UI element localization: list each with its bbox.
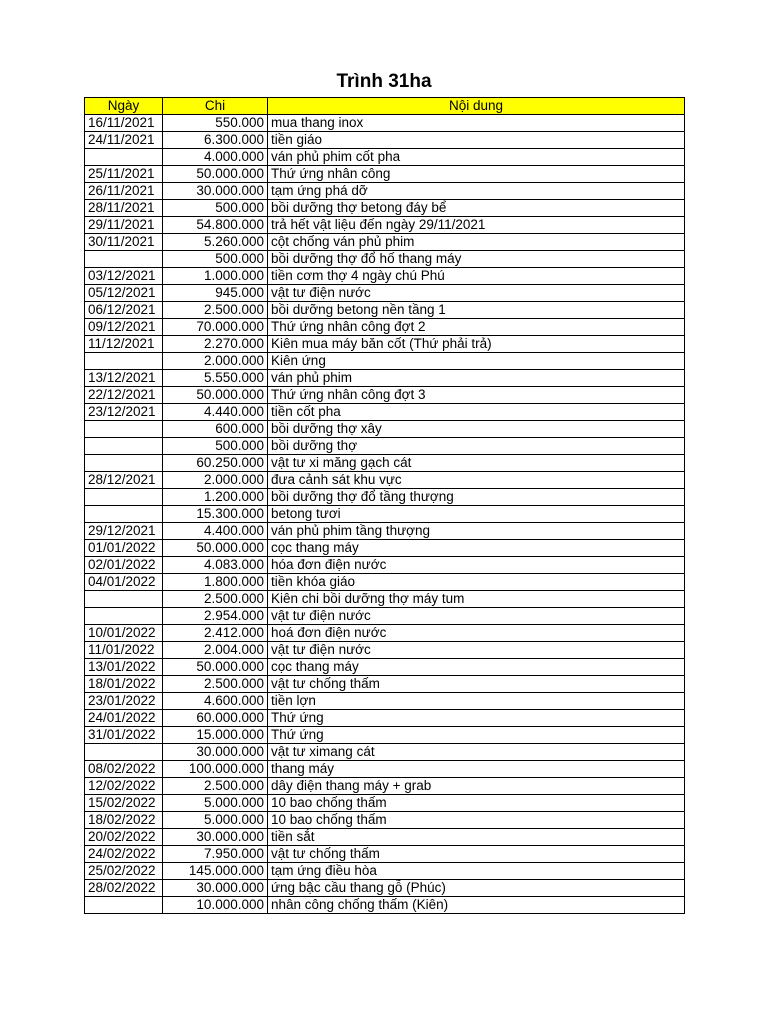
date-cell: 03/12/2021: [85, 268, 163, 285]
date-cell: 11/01/2022: [85, 642, 163, 659]
date-cell: [85, 608, 163, 625]
date-cell: [85, 897, 163, 914]
amount-cell: 2.500.000: [163, 676, 268, 693]
table-row: [85, 370, 685, 387]
amount-cell: 15.300.000: [163, 506, 268, 523]
table-row: [85, 251, 685, 268]
date-cell: 31/01/2022: [85, 727, 163, 744]
table-row: [85, 438, 685, 455]
table-row: [85, 319, 685, 336]
table-row: [85, 659, 685, 676]
amount-cell: 600.000: [163, 421, 268, 438]
table-row: [85, 353, 685, 370]
description-cell: đưa cảnh sát khu vực: [268, 472, 685, 489]
description-cell: vật tư điện nước: [268, 642, 685, 659]
table-row: [85, 387, 685, 404]
description-cell: tiền lợn: [268, 693, 685, 710]
amount-cell: 60.000.000: [163, 710, 268, 727]
amount-cell: 2.412.000: [163, 625, 268, 642]
table-row: [85, 200, 685, 217]
table-row: [85, 625, 685, 642]
table-row: [85, 268, 685, 285]
description-cell: Thứ ứng nhân công: [268, 166, 685, 183]
date-cell: 30/11/2021: [85, 234, 163, 251]
description-cell: vật tư chống thấm: [268, 846, 685, 863]
table-row: [85, 132, 685, 149]
table-row: [85, 183, 685, 200]
amount-cell: 4.000.000: [163, 149, 268, 166]
amount-cell: 30.000.000: [163, 880, 268, 897]
amount-cell: 1.000.000: [163, 268, 268, 285]
table-row: [85, 472, 685, 489]
description-cell: bồi dưỡng thợ: [268, 438, 685, 455]
description-cell: thang máy: [268, 761, 685, 778]
description-cell: betong tươi: [268, 506, 685, 523]
amount-cell: 4.400.000: [163, 523, 268, 540]
amount-cell: 4.083.000: [163, 557, 268, 574]
date-cell: 24/02/2022: [85, 846, 163, 863]
description-cell: Thứ ứng: [268, 727, 685, 744]
description-cell: bồi dưỡng thợ đổ tầng thượng: [268, 489, 685, 506]
description-cell: tiền khóa giáo: [268, 574, 685, 591]
description-cell: hóa đơn điện nước: [268, 557, 685, 574]
description-cell: vật tư chống thấm: [268, 676, 685, 693]
table-row: [85, 761, 685, 778]
description-cell: bồi dưỡng thợ betong đáy bể: [268, 200, 685, 217]
table-row: [85, 676, 685, 693]
date-cell: [85, 438, 163, 455]
amount-cell: 6.300.000: [163, 132, 268, 149]
header-description: Nội dung: [268, 98, 685, 115]
table-row: [85, 166, 685, 183]
description-cell: Kiên ứng: [268, 353, 685, 370]
date-cell: 15/02/2022: [85, 795, 163, 812]
table-row: [85, 727, 685, 744]
description-cell: tạm ứng điều hòa: [268, 863, 685, 880]
description-cell: vật tư ximang cát: [268, 744, 685, 761]
date-cell: 28/11/2021: [85, 200, 163, 217]
table-row: [85, 302, 685, 319]
amount-cell: 550.000: [163, 115, 268, 132]
table-row: [85, 744, 685, 761]
amount-cell: 500.000: [163, 200, 268, 217]
amount-cell: 2.000.000: [163, 353, 268, 370]
date-cell: [85, 149, 163, 166]
table-body: [85, 115, 685, 914]
description-cell: vật tư điện nước: [268, 285, 685, 302]
description-cell: ván phủ phim: [268, 370, 685, 387]
header-amount: Chi: [163, 98, 268, 115]
date-cell: 24/01/2022: [85, 710, 163, 727]
description-cell: bồi dưỡng betong nền tầng 1: [268, 302, 685, 319]
amount-cell: 5.000.000: [163, 812, 268, 829]
table-row: [85, 285, 685, 302]
date-cell: [85, 455, 163, 472]
amount-cell: 100.000.000: [163, 761, 268, 778]
date-cell: 13/12/2021: [85, 370, 163, 387]
description-cell: 10 bao chống thấm: [268, 795, 685, 812]
date-cell: 23/12/2021: [85, 404, 163, 421]
table-row: [85, 812, 685, 829]
date-cell: 23/01/2022: [85, 693, 163, 710]
description-cell: cột chống ván phủ phim: [268, 234, 685, 251]
date-cell: 06/12/2021: [85, 302, 163, 319]
date-cell: 25/11/2021: [85, 166, 163, 183]
description-cell: mua thang inox: [268, 115, 685, 132]
header-date: Ngày: [85, 98, 163, 115]
description-cell: 10 bao chống thấm: [268, 812, 685, 829]
amount-cell: 945.000: [163, 285, 268, 302]
date-cell: 08/02/2022: [85, 761, 163, 778]
date-cell: 04/01/2022: [85, 574, 163, 591]
description-cell: cọc thang máy: [268, 540, 685, 557]
table-row: [85, 115, 685, 132]
page-title: Trình 31ha: [336, 71, 432, 92]
date-cell: 28/02/2022: [85, 880, 163, 897]
date-cell: 29/11/2021: [85, 217, 163, 234]
amount-cell: 2.500.000: [163, 591, 268, 608]
description-cell: nhân công chống thấm (Kiên): [268, 897, 685, 914]
table-row: [85, 149, 685, 166]
amount-cell: 1.200.000: [163, 489, 268, 506]
expense-table: [84, 97, 685, 914]
description-cell: cọc thang máy: [268, 659, 685, 676]
amount-cell: 50.000.000: [163, 387, 268, 404]
description-cell: tiền sắt: [268, 829, 685, 846]
table-row: [85, 574, 685, 591]
table-row: [85, 829, 685, 846]
amount-cell: 30.000.000: [163, 183, 268, 200]
description-cell: dây điện thang máy + grab: [268, 778, 685, 795]
table-row: [85, 217, 685, 234]
description-cell: Kiên mua máy băn cốt (Thứ phải trả): [268, 336, 685, 353]
amount-cell: 15.000.000: [163, 727, 268, 744]
date-cell: [85, 489, 163, 506]
amount-cell: 30.000.000: [163, 744, 268, 761]
amount-cell: 500.000: [163, 438, 268, 455]
amount-cell: 54.800.000: [163, 217, 268, 234]
table-row: [85, 778, 685, 795]
amount-cell: 70.000.000: [163, 319, 268, 336]
date-cell: [85, 353, 163, 370]
table-row: [85, 642, 685, 659]
description-cell: hoá đơn điện nước: [268, 625, 685, 642]
date-cell: 18/01/2022: [85, 676, 163, 693]
table-row: [85, 795, 685, 812]
date-cell: [85, 421, 163, 438]
amount-cell: 4.440.000: [163, 404, 268, 421]
date-cell: 09/12/2021: [85, 319, 163, 336]
amount-cell: 10.000.000: [163, 897, 268, 914]
date-cell: 02/01/2022: [85, 557, 163, 574]
date-cell: 25/02/2022: [85, 863, 163, 880]
table-row: [85, 506, 685, 523]
table-row: [85, 608, 685, 625]
date-cell: 26/11/2021: [85, 183, 163, 200]
amount-cell: 1.800.000: [163, 574, 268, 591]
table-row: [85, 880, 685, 897]
table-row: [85, 523, 685, 540]
amount-cell: 50.000.000: [163, 540, 268, 557]
table-row: [85, 863, 685, 880]
amount-cell: 50.000.000: [163, 659, 268, 676]
date-cell: 11/12/2021: [85, 336, 163, 353]
date-cell: 13/01/2022: [85, 659, 163, 676]
amount-cell: 5.260.000: [163, 234, 268, 251]
description-cell: bồi dưỡng thợ xây: [268, 421, 685, 438]
table-row: [85, 693, 685, 710]
date-cell: 29/12/2021: [85, 523, 163, 540]
date-cell: [85, 591, 163, 608]
table-row: [85, 455, 685, 472]
amount-cell: 4.600.000: [163, 693, 268, 710]
description-cell: tiền giáo: [268, 132, 685, 149]
amount-cell: 5.550.000: [163, 370, 268, 387]
date-cell: 16/11/2021: [85, 115, 163, 132]
description-cell: tiền cốt pha: [268, 404, 685, 421]
date-cell: 01/01/2022: [85, 540, 163, 557]
amount-cell: 7.950.000: [163, 846, 268, 863]
date-cell: [85, 506, 163, 523]
date-cell: 18/02/2022: [85, 812, 163, 829]
description-cell: tạm ứng phá dỡ: [268, 183, 685, 200]
table-row: [85, 404, 685, 421]
description-cell: ván phủ phim cốt pha: [268, 149, 685, 166]
table-row: [85, 234, 685, 251]
table-row: [85, 421, 685, 438]
amount-cell: 30.000.000: [163, 829, 268, 846]
amount-cell: 2.270.000: [163, 336, 268, 353]
amount-cell: 5.000.000: [163, 795, 268, 812]
table-row: [85, 489, 685, 506]
table-row: [85, 710, 685, 727]
amount-cell: 2.500.000: [163, 302, 268, 319]
table-row: [85, 591, 685, 608]
amount-cell: 2.000.000: [163, 472, 268, 489]
amount-cell: 500.000: [163, 251, 268, 268]
description-cell: tiền cơm thợ 4 ngày chú Phú: [268, 268, 685, 285]
date-cell: [85, 251, 163, 268]
description-cell: ứng bậc cầu thang gỗ (Phúc): [268, 880, 685, 897]
amount-cell: 2.500.000: [163, 778, 268, 795]
amount-cell: 145.000.000: [163, 863, 268, 880]
amount-cell: 2.954.000: [163, 608, 268, 625]
description-cell: ván phủ phim tầng thượng: [268, 523, 685, 540]
date-cell: 24/11/2021: [85, 132, 163, 149]
description-cell: Thứ ứng: [268, 710, 685, 727]
table-row: [85, 540, 685, 557]
amount-cell: 60.250.000: [163, 455, 268, 472]
description-cell: vật tư xi măng gạch cát: [268, 455, 685, 472]
date-cell: 12/02/2022: [85, 778, 163, 795]
table-row: [85, 846, 685, 863]
description-cell: bồi dưỡng thợ đổ hố thang máy: [268, 251, 685, 268]
description-cell: vật tư điện nước: [268, 608, 685, 625]
date-cell: 10/01/2022: [85, 625, 163, 642]
table-header-row: [85, 98, 685, 115]
description-cell: Thứ ứng nhân công đợt 3: [268, 387, 685, 404]
date-cell: 22/12/2021: [85, 387, 163, 404]
amount-cell: 50.000.000: [163, 166, 268, 183]
description-cell: trả hết vật liệu đến ngày 29/11/2021: [268, 217, 685, 234]
date-cell: 05/12/2021: [85, 285, 163, 302]
table-row: [85, 557, 685, 574]
table-row: [85, 336, 685, 353]
date-cell: 28/12/2021: [85, 472, 163, 489]
description-cell: Kiên chi bồi dưỡng thợ máy tum: [268, 591, 685, 608]
amount-cell: 2.004.000: [163, 642, 268, 659]
table-row: [85, 897, 685, 914]
description-cell: Thứ ứng nhân công đợt 2: [268, 319, 685, 336]
date-cell: 20/02/2022: [85, 829, 163, 846]
date-cell: [85, 744, 163, 761]
